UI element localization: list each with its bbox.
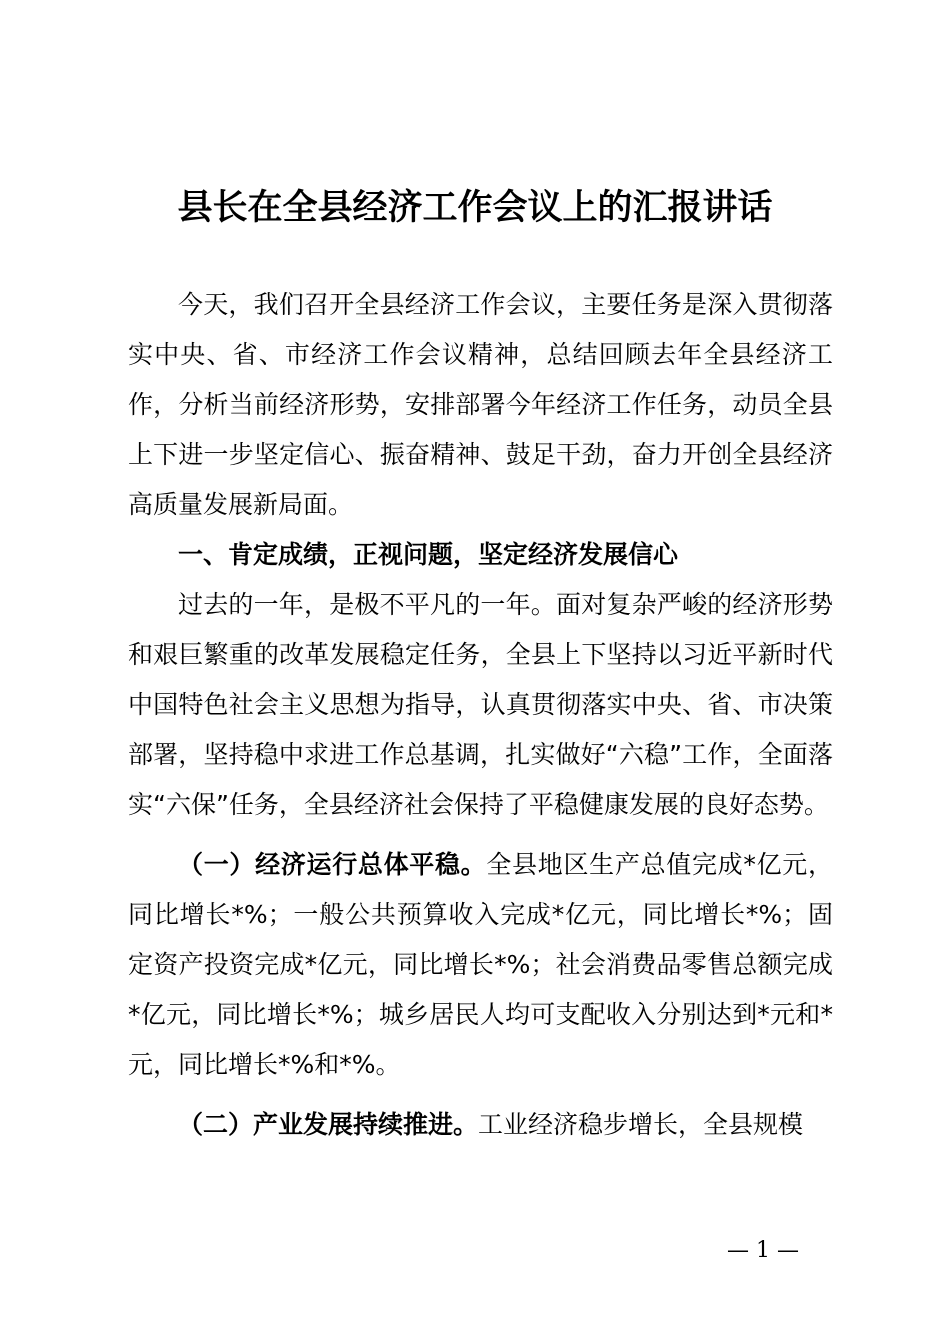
section-paragraph: 过去的一年，是极不平凡的一年。面对复杂严峻的经济形势和艰巨繁重的改革发展稳定任务，全县上下坚持以习近平新时代中国特色社会主义思想为指导，认真贯彻落实中央、省、市决策部署，坚持稳中求进工作总基调，扎实做好“六稳”工作，全面落实“六保”任务，全县经济社会保持了平稳健康发展的良好态势。 — [128, 590, 833, 819]
item-text-economy: 全县地区生产总值完成*亿元，同比增长*%；一般公共预算收入完成*亿元，同比增长*%；固定资产投资完成*亿元，同比增长*%；社会消费品零售总额完成*亿元，同比增长*%；城乡居民人均可支配收入分别达到*元和*元，同比增长*%和*%。 — [128, 850, 833, 1079]
item-lead-economy: （一）经济运行总体平稳。 — [178, 850, 487, 879]
section-heading: 一、肯定成绩，正视问题，坚定经济发展信心 — [178, 540, 679, 569]
document-title: 县长在全县经济工作会议上的汇报讲话 — [177, 188, 773, 228]
page-number: — 1 — — [727, 1238, 799, 1263]
item-lead-industry: （二）产业发展持续推进。 — [178, 1110, 479, 1139]
intro-paragraph: 今天，我们召开全县经济工作会议，主要任务是深入贯彻落实中央、省、市经济工作会议精神，总结回顾去年全县经济工作，分析当前经济形势，安排部署今年经济工作任务，动员全县上下进一步坚定信心、振奋精神、鼓足干劲，奋力开创全县经济高质量发展新局面。 — [128, 290, 833, 519]
item-paragraph-industry — [128, 1100, 833, 1150]
document-body — [128, 280, 833, 1150]
item-text-industry: 工业经济稳步增长，全县规模 — [478, 1110, 804, 1139]
item-paragraph-economy — [128, 840, 833, 1090]
